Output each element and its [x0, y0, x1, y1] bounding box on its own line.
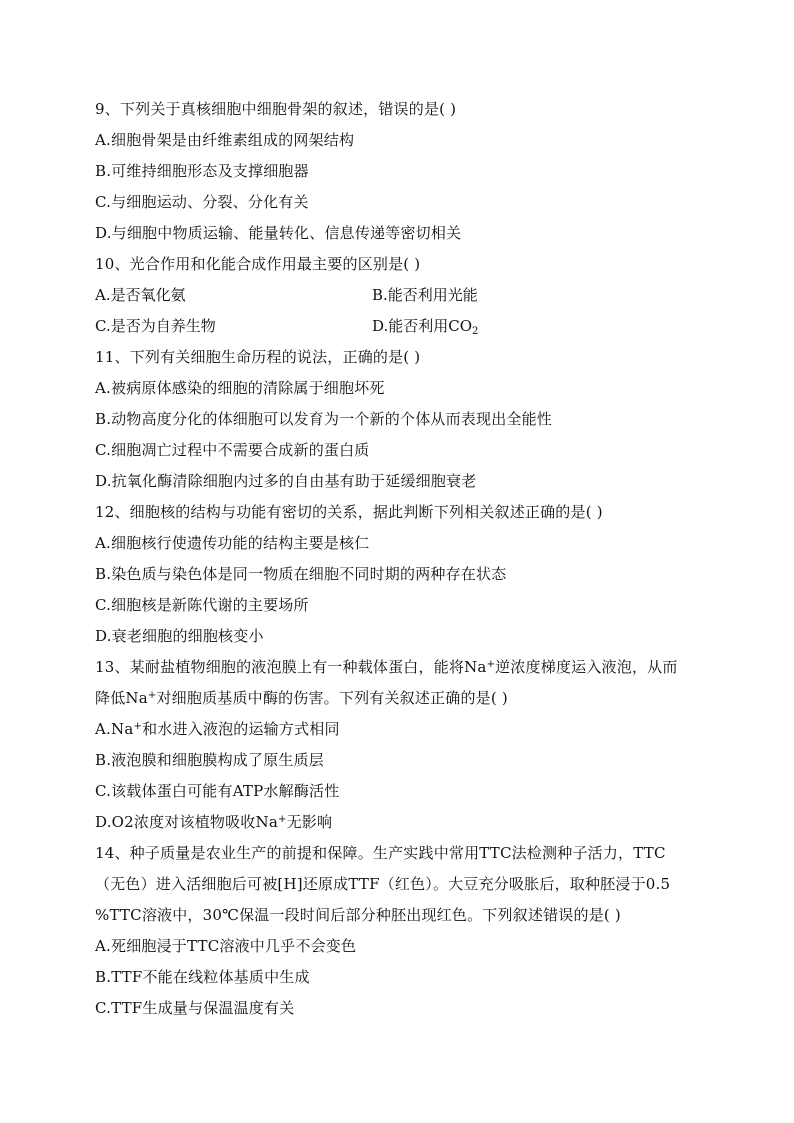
question-9-option-b: B.可维持细胞形态及支撑细胞器: [95, 162, 309, 180]
question-13-option-b: B.液泡膜和细胞膜构成了原生质层: [95, 751, 324, 769]
question-10-options-row-2: [95, 311, 715, 342]
question-12-stem: 12、细胞核的结构与功能有密切的关系，据此判断下列相关叙述正确的是( ): [95, 503, 603, 521]
question-10-option-b: B.能否利用光能: [372, 286, 478, 304]
question-14-option-c: C.TTF生成量与保温温度有关: [95, 999, 295, 1017]
na-plus-superscript: +: [277, 814, 287, 825]
question-14-stem-line-1: 14、种子质量是农业生产的前提和保障。生产实践中常用TTC法检测种子活力，TTC: [95, 844, 666, 862]
question-14-stem-line-2: （无色）进入活细胞后可被[H]还原成TTF（红色）。大豆充分吸胀后，取种胚浸于0.5: [95, 875, 671, 893]
question-9-option-a: A.细胞骨架是由纤维素组成的网架结构: [95, 131, 355, 149]
question-13-stem-2b: 对细胞质基质中酶的伤害。下列有关叙述正确的是( ): [156, 689, 508, 707]
na-plus-superscript: +: [486, 659, 496, 670]
question-13-stem-line-2: [95, 683, 715, 714]
question-9-option-d: D.与细胞中物质运输、能量转化、信息传递等密切相关: [95, 224, 462, 242]
question-10-option-d-text: D.能否利用CO: [372, 317, 473, 335]
exam-page: [95, 94, 715, 1024]
question-13-stem-1a: 13、某耐盐植物细胞的液泡膜上有一种载体蛋白，能将Na: [95, 658, 487, 676]
na-plus-superscript: +: [147, 690, 157, 701]
question-11-option-c: C.细胞凋亡过程中不需要合成新的蛋白质: [95, 441, 370, 459]
question-10-option-a: A.是否氧化氨: [95, 286, 186, 304]
question-14-option-a: A.死细胞浸于TTC溶液中几乎不会变色: [95, 937, 357, 955]
question-13-stem-1b: 逆浓度梯度运入液泡，从而: [495, 658, 678, 676]
question-11-option-b: B.动物高度分化的体细胞可以发育为一个新的个体从而表现出全能性: [95, 410, 552, 428]
question-14-stem-line-3: %TTC溶液中，30℃保温一段时间后部分种胚出现红色。下列叙述错误的是( ): [95, 906, 621, 924]
question-12-option-a: A.细胞核行使遗传功能的结构主要是核仁: [95, 534, 370, 552]
question-12-option-d: D.衰老细胞的细胞核变小: [95, 627, 264, 645]
question-14-option-b: B.TTF不能在线粒体基质中生成: [95, 968, 310, 986]
question-13-option-a-part-2: 和水进入液泡的运输方式相同: [142, 720, 340, 738]
question-10-option-d: [372, 311, 712, 342]
question-12-option-b: B.染色质与染色体是同一物质在细胞不同时期的两种存在状态: [95, 565, 507, 583]
question-13-option-d: [95, 807, 715, 838]
question-13-stem-2a: 降低Na: [95, 689, 148, 707]
question-10-option-c: C.是否为自养生物: [95, 317, 216, 335]
question-11-option-a: A.被病原体感染的细胞的清除属于细胞坏死: [95, 379, 385, 397]
question-13-stem-line-1: [95, 652, 715, 683]
question-10-options-row-1: [95, 280, 715, 311]
question-13-option-d-part-1: D.O2浓度对该植物吸收Na: [95, 813, 278, 831]
question-9-stem: 9、下列关于真核细胞中细胞骨架的叙述，错误的是( ): [95, 100, 457, 118]
question-11-stem: 11、下列有关细胞生命历程的说法，正确的是( ): [95, 348, 421, 366]
question-12-option-c: C.细胞核是新陈代谢的主要场所: [95, 596, 309, 614]
question-13-option-a: [95, 714, 715, 745]
question-13-option-c: C.该载体蛋白可能有ATP水解酶活性: [95, 782, 340, 800]
na-plus-superscript: +: [133, 721, 143, 732]
question-11-option-d: D.抗氧化酶清除细胞内过多的自由基有助于延缓细胞衰老: [95, 472, 477, 490]
question-13-option-a-part-1: A.Na: [95, 720, 134, 738]
co2-subscript: 2: [472, 326, 479, 337]
question-10-stem: 10、光合作用和化能合成作用最主要的区别是( ): [95, 255, 421, 273]
question-13-option-d-part-2: 无影响: [286, 813, 333, 831]
question-9-option-c: C.与细胞运动、分裂、分化有关: [95, 193, 309, 211]
